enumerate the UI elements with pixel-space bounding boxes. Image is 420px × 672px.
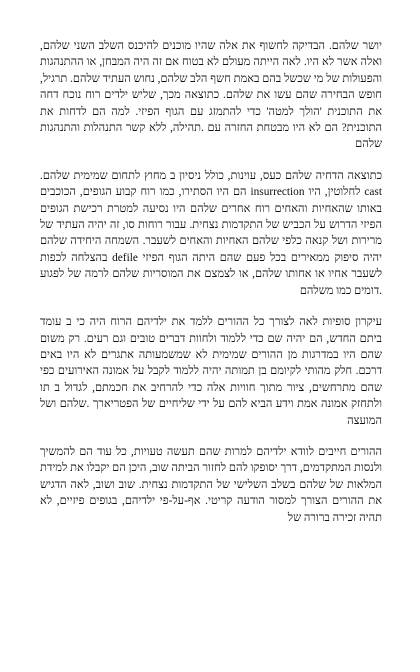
paragraph-3: עיקרון סופיות לאה לצורך כל ההורים ללמד את ילדיהם הרוח היה כי ב עומד ביתם החדש, הם יהיה שם כדי ללמוד ולחוות דברים טובים וגם רעים. רק משום שהם היו במדרגות מן ההורים שמימית לא שמשמעותה אתגרים לא היו באים דרכם. חלק מהותי לקיומם בן תמותה יהיה ללמוד לקבל על אמונה האירועים כפי שהם מתרחשים, ציור מתוך חוויות אלה כדי להרחיב את חכמתם, לגדול ב תו ולתחזק אמונה אמת וידע הביא להם על ידי שליחיים של הפטריארך .שלהם ושל המועצה (40, 316, 382, 427)
document-page (40, 38, 382, 526)
paragraph-1: יושר שלהם. הבדיקה לחשוף את אלה שהיו מוכנים להיכנס השלב השני שלהם, ואלה אשר לא היו. לאה הייתה מעולם לא בטוח אם זה היה המבחן, או ההתנהגות והפעולות של מי שכשל בהם באמת חשף הלב שלהם, נחוש העתיד שלהם. תרגיל, חופש הבחירה שהם עשו את שלהם. כתוצאה מכך, שליש ילדים רוח נוכח דחה את התוכנית 'הולך למטה' כדי להתמזג עם הגוף הפיזי. למה הם לדחות את התוכנית? הם לא היו מבטחת החזרה עם .תהילה, ללא קשר התנהלות והתנהגות שלהם (40, 40, 382, 151)
paragraph-2: כתוצאה הדחיה שלהם כעס, עוינות, כולל ניסיון ב מחוץ לתחום שמימית שלהם. cast לחלוטין, היו insurrection הם היו הסתירו, כמו רוח קבוע הגופים, הכוכבים באותו שהאחיות והאחים רוח אחרים שלהם היו נסיעה למטרת רכישת הגופים הפיזי הדרוש על הכביש של התקדמות נצחית. עבור רוחות סו, זה יהיה העתיד של מרירות ושל קנאה כלפי שלהם האחיות והאחים לשעבר. השמחה היחידה שלהם יהיה סיפוק ממאירים בכל פעם שהם היתה הגוף הפיזי defile בהצלחה לכפות לשעבר אחיו או אחותו שלהם, או לצמצם את המוסריות שלהם לרמה של לפגוע .דומים כמו משלהם (40, 169, 383, 297)
paragraph-4: ההורים חייבים לוודא ילדיהם למרות שהם תעשה טעויות, כל עוד הם להמשיך ולנסות המתקדמים, דרך יסופקו להם לחזור הביתה שוב, היכן הם יקבלו את למידת המלאות של שלהם בשלב השלישי של התקדמות נצחית. שוב ושוב, לאה הדגיש את ההורים הצורך למסור הודעה קריטי. אף-על-פי ילדיהם, בגופים פיזיים, לא תהיה זכירה ברורה של (40, 445, 382, 524)
